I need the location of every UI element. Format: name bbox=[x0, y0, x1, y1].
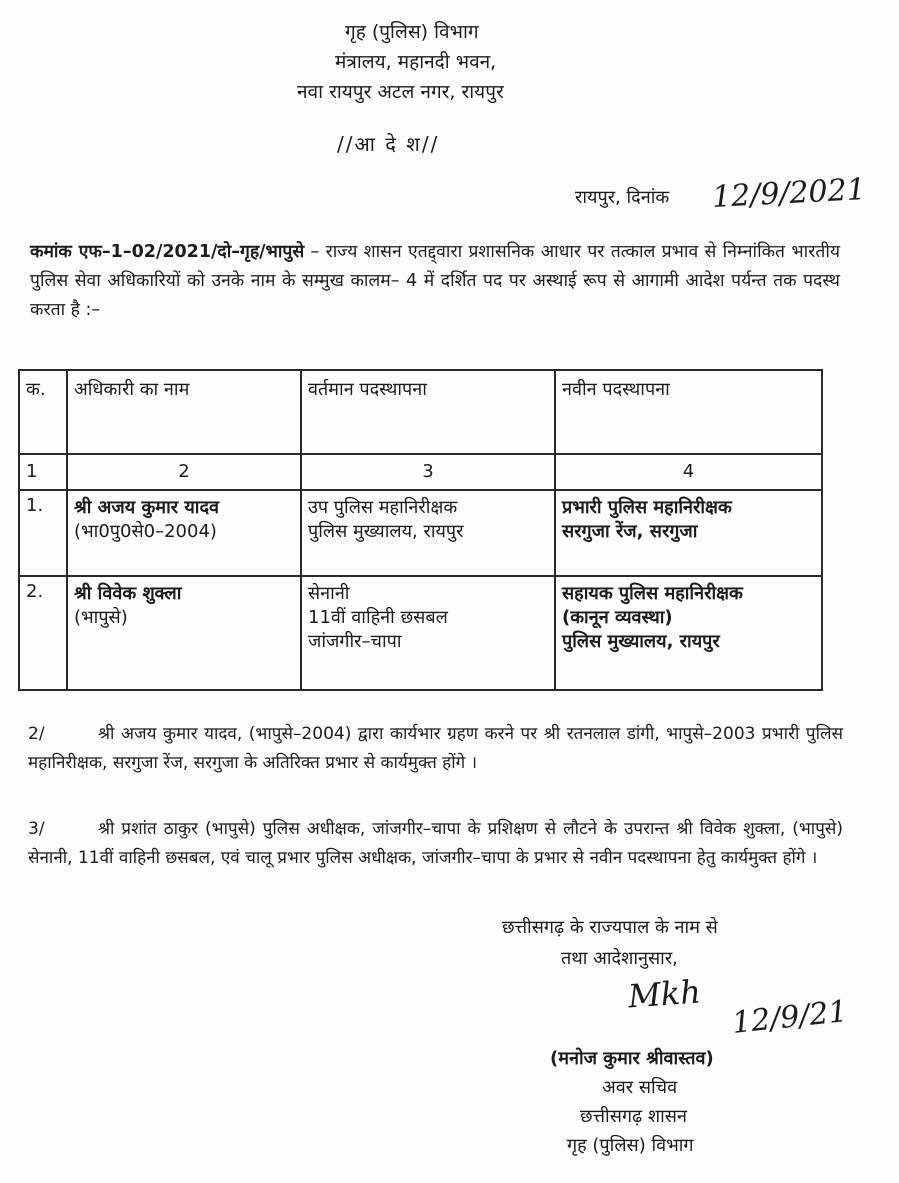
current-posting-line: उप पुलिस महानिरीक्षक bbox=[308, 497, 458, 518]
current-posting-line: 11वीं वाहिनी छसबल bbox=[308, 607, 448, 628]
officer-name: श्री विवेक शुक्ला bbox=[74, 583, 182, 604]
paragraph-2 bbox=[28, 720, 843, 778]
signatory-designation: अवर सचिव bbox=[602, 1077, 678, 1098]
officer-name: श्री अजय कुमार यादव bbox=[74, 497, 220, 518]
paragraph-text: श्री अजय कुमार यादव, (भापुसे–2004) द्वारा कार्यभार ग्रहण करने पर श्री रतनलाल डांगी, भापुसे–2003 प्रभारी पुलिस महानिरीक्षक, सरगुजा रेंज, सरगुजा के अतिरिक्त प्रभार से कार्यमुक्त होंगे । bbox=[28, 724, 843, 773]
officer-cell bbox=[67, 490, 301, 576]
col-header-new-posting: नवीन पदस्थापना bbox=[555, 370, 822, 454]
current-posting-line: जांजगीर–चापा bbox=[308, 631, 402, 652]
closing-line: तथा आदेशानुसार, bbox=[561, 948, 678, 969]
new-posting-line: सहायक पुलिस महानिरीक्षक bbox=[562, 583, 743, 604]
paragraph-number: 2/ bbox=[28, 724, 45, 744]
current-posting-cell bbox=[301, 576, 555, 690]
col-number: 1 bbox=[19, 454, 67, 490]
signatory-government: छत्तीसगढ़ शासन bbox=[580, 1106, 687, 1127]
row-sn: 1. bbox=[19, 490, 67, 576]
closing-line: छत्तीसगढ़ के राज्यपाल के नाम से bbox=[502, 917, 718, 938]
col-number: 3 bbox=[301, 454, 555, 490]
new-posting-cell bbox=[555, 490, 822, 576]
paragraph-3 bbox=[28, 815, 843, 873]
current-posting-line: सेनानी bbox=[308, 583, 350, 604]
officer-service: (भापुसे) bbox=[74, 607, 128, 628]
table-row bbox=[19, 576, 822, 690]
new-posting-cell bbox=[555, 576, 822, 690]
signatory-name: (मनोज कुमार श्रीवास्तव) bbox=[550, 1048, 714, 1069]
intro-paragraph bbox=[30, 238, 840, 325]
officer-service: (भा0पु0से0–2004) bbox=[74, 521, 217, 542]
new-posting-line: प्रभारी पुलिस महानिरीक्षक bbox=[562, 497, 732, 518]
new-posting-line: (कानून व्यवस्था) bbox=[562, 607, 673, 628]
current-posting-cell bbox=[301, 490, 555, 576]
new-posting-line: सरगुजा रेंज, सरगुजा bbox=[562, 521, 698, 542]
department-heading: गृह (पुलिस) विभाग bbox=[345, 21, 479, 43]
new-posting-line: पुलिस मुख्यालय, रायपुर bbox=[562, 631, 720, 652]
officer-cell bbox=[67, 576, 301, 690]
col-number: 4 bbox=[555, 454, 822, 490]
order-title: //आ दे श// bbox=[337, 132, 440, 156]
handwritten-signature: Mkh bbox=[626, 972, 703, 1016]
col-number: 2 bbox=[67, 454, 301, 490]
place-date-label: रायपुर, दिनांक bbox=[575, 187, 670, 208]
officer-table bbox=[18, 369, 823, 691]
paragraph-text: श्री प्रशांत ठाकुर (भापुसे) पुलिस अधीक्षक, जांजगीर–चापा के प्रशिक्षण से लौटने के उपरान्त श्री विवेक शुक्ला, (भापुसे) सेनानी, 11वीं वाहिनी छसबल, एवं चालू प्रभार पुलिस अधीक्षक, जांजगीर–चापा के प्रभार से नवीन पदस्थापना हेतु कार्यमुक्त होंगे । bbox=[28, 819, 843, 868]
signatory-department: गृह (पुलिस) विभाग bbox=[567, 1135, 694, 1156]
row-sn: 2. bbox=[19, 576, 67, 690]
table-row bbox=[19, 490, 822, 576]
city-address: नवा रायपुर अटल नगर, रायपुर bbox=[297, 81, 504, 103]
paragraph-number: 3/ bbox=[28, 819, 45, 839]
current-posting-line: पुलिस मुख्यालय, रायपुर bbox=[308, 521, 464, 542]
column-number-row bbox=[19, 454, 822, 490]
signature-date: 12/9/21 bbox=[730, 994, 850, 1041]
col-header-current-posting: वर्तमान पदस्थापना bbox=[301, 370, 555, 454]
ministry-address: मंत्रालय, महानदी भवन, bbox=[335, 51, 497, 73]
order-number: कमांक एफ–1–02/2021/दो–गृह/भापुसे bbox=[30, 242, 305, 262]
table-header-row bbox=[19, 370, 822, 454]
handwritten-date: 12/9/2021 bbox=[711, 171, 867, 216]
col-header-name: अधिकारी का नाम bbox=[67, 370, 301, 454]
col-header-sn: क. bbox=[19, 370, 67, 454]
intro-text: – राज्य शासन एतद्द्वारा प्रशासनिक आधार पर तत्काल प्रभाव से निम्नांकित भारतीय पुलिस सेवा अधिकारियों को उनके नाम के सम्मुख कालम– 4 में दर्शित पद पर अस्थाई रूप से आगामी आदेश पर्यन्त तक पदस्थ करता है :– bbox=[30, 242, 841, 320]
